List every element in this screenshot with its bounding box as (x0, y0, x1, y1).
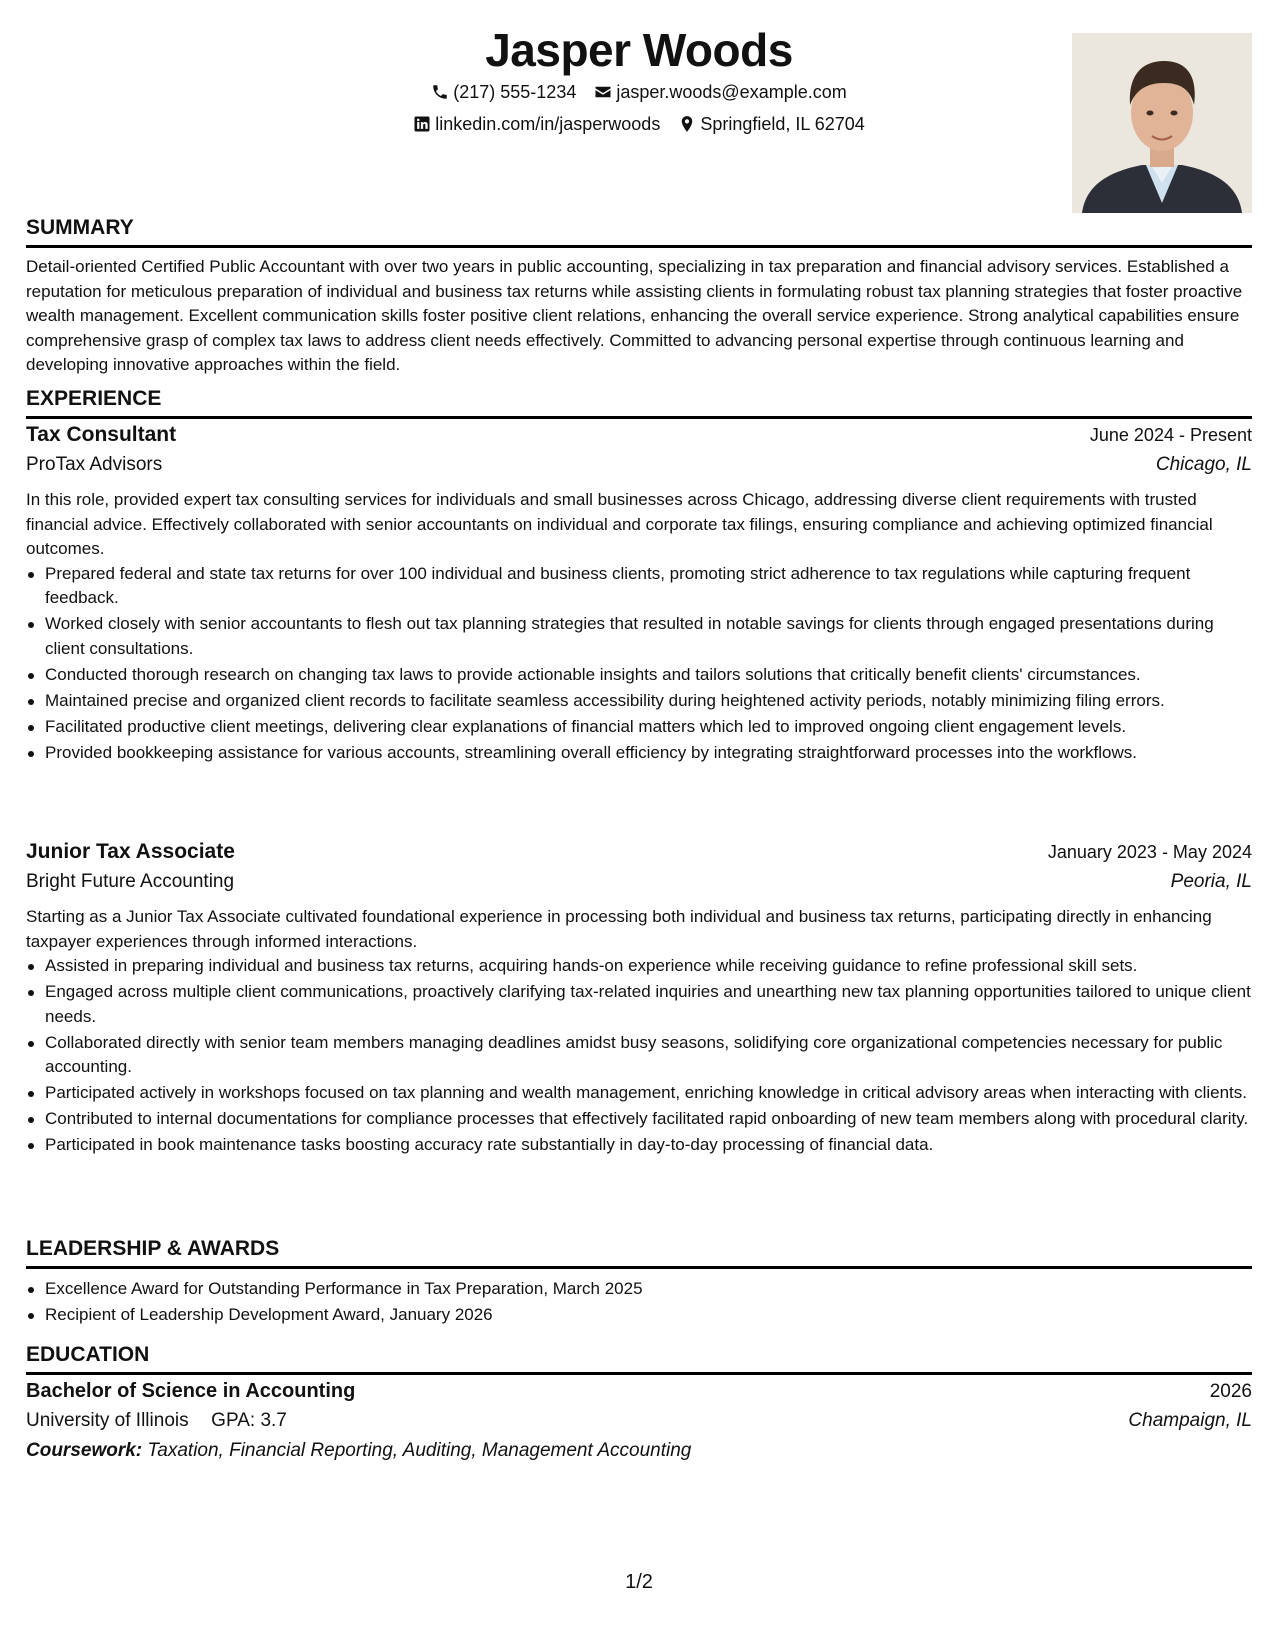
list-item: Excellence Award for Outstanding Performance in Tax Preparation, March 2025 (45, 1277, 1252, 1302)
gpa: GPA: 3.7 (211, 1410, 287, 1431)
profile-photo (1072, 33, 1252, 213)
awards-heading: LEADERSHIP & AWARDS (26, 1236, 1252, 1269)
education-heading: EDUCATION (26, 1342, 1252, 1375)
job-title: Tax Consultant (26, 423, 177, 446)
job-description: In this role, provided expert tax consulting services for individuals and small businesses across Chicago, addressing diverse client requirements with trusted financial advice. Effectively collaborated with senior accountants on individual and corporate tax filings, ensuring compliance and achieving optimized financial outcomes. (26, 490, 1213, 558)
degree-name: Bachelor of Science in Accounting (26, 1380, 356, 1402)
job-title: Junior Tax Associate (26, 840, 235, 863)
email-contact[interactable] (594, 80, 846, 104)
school-name: University of Illinois (26, 1410, 189, 1431)
job-dates: June 2024 - Present (1089, 425, 1252, 445)
list-item: Assisted in preparing individual and business tax returns, acquiring hands-on experience while receiving guidance to refine professional skill sets. (45, 954, 1252, 979)
company-name: ProTax Advisors (26, 454, 163, 475)
location-text: Springfield, IL 62704 (700, 114, 865, 134)
linkedin-text[interactable]: linkedin.com/in/jasperwoods (435, 114, 661, 134)
graduation-year: 2026 (1209, 1381, 1252, 1402)
summary-text: Detail-oriented Certified Public Accountant with over two years in public accounting, specializing in tax preparation and financial advisory services. Established a reputation for meticulous preparation of individual and business tax returns while assisting clients in formulating robust tax planning strategies that foster proactive wealth management. Excellent communication skills foster positive client relations, enhancing the overall service experience. Strong analytical capabilities ensure comprehensive grasp of complex tax laws to address client needs effectively. Committed to advancing personal expertise through continuous learning and developing innovative approaches within the field. (26, 257, 1243, 374)
contact-line-2 (26, 112, 1252, 136)
list-item: Contributed to internal documentations for compliance processes that effectively facilitated rapid onboarding of new team members along with procedural clarity. (45, 1107, 1252, 1132)
summary-heading: SUMMARY (26, 215, 1252, 248)
education-entry (26, 1380, 1252, 1462)
job-location: Chicago, IL (1155, 454, 1252, 475)
candidate-name: Jasper Woods (485, 24, 793, 76)
job-bullet-list (26, 954, 1252, 1158)
list-item: Worked closely with senior accountants to flesh out tax planning strategies that resulted in notable savings for clients through engaged presentations during client consultations. (45, 612, 1252, 661)
awards-list-container (26, 1277, 1252, 1329)
list-item: Recipient of Leadership Development Award, January 2026 (45, 1303, 1252, 1328)
phone-text: (217) 555-1234 (453, 82, 577, 102)
phone-icon (431, 83, 449, 101)
email-text[interactable]: jasper.woods@example.com (616, 82, 847, 102)
school-location: Champaign, IL (1128, 1410, 1252, 1431)
list-item: Engaged across multiple client communications, proactively clarifying tax-related inquiries and unearthing new tax planning opportunities tailored to unique client needs. (45, 980, 1252, 1029)
phone-contact (431, 80, 576, 104)
resume-page (26, 0, 1252, 1650)
company-name: Bright Future Accounting (26, 871, 235, 892)
job-entry (26, 840, 1252, 1159)
list-item: Maintained precise and organized client records to facilitate seamless accessibility during heightened activity periods, notably minimizing filing errors. (45, 689, 1252, 714)
job-description: Starting as a Junior Tax Associate cultivated foundational experience in processing both individual and business tax returns, participating directly in enhancing taxpayer experiences through informed interactions. (26, 907, 1212, 951)
list-item: Participated actively in workshops focused on tax planning and wealth management, enriching knowledge in critical advisory areas when interacting with clients. (45, 1081, 1252, 1106)
list-item: Facilitated productive client meetings, delivering clear explanations of financial matters which led to improved ongoing client engagement levels. (45, 715, 1252, 740)
coursework-list: Taxation, Financial Reporting, Auditing, Management Accounting (147, 1440, 692, 1461)
list-item: Provided bookkeeping assistance for various accounts, streamlining overall efficiency by integrating straightforward processes into the workflows. (45, 741, 1252, 766)
linkedin-icon (413, 115, 431, 133)
awards-list (26, 1277, 1252, 1328)
list-item: Prepared federal and state tax returns for over 100 individual and business clients, promoting strict adherence to tax regulations while capturing frequent feedback. (45, 562, 1252, 611)
job-dates: January 2023 - May 2024 (1047, 842, 1252, 862)
job-entry (26, 423, 1252, 767)
linkedin-contact[interactable] (413, 112, 660, 136)
map-pin-icon (678, 115, 696, 133)
list-item: Participated in book maintenance tasks boosting accuracy rate substantially in day-to-day processing of financial data. (45, 1133, 1252, 1158)
coursework (26, 1440, 1252, 1462)
resume-header (26, 22, 1252, 212)
envelope-icon (594, 83, 612, 101)
coursework-label: Coursework: (26, 1440, 143, 1461)
contact-line-1 (26, 80, 1252, 104)
location-contact (678, 112, 864, 136)
job-bullet-list (26, 562, 1252, 766)
job-location: Peoria, IL (1170, 871, 1252, 892)
experience-heading: EXPERIENCE (26, 386, 1252, 419)
page-number: 1/2 (625, 1571, 653, 1593)
list-item: Conducted thorough research on changing tax laws to provide actionable insights and tailors solutions that critically benefit clients' circumstances. (45, 663, 1252, 688)
list-item: Collaborated directly with senior team members managing deadlines amidst busy seasons, solidifying core organizational competencies necessary for public accounting. (45, 1031, 1252, 1080)
